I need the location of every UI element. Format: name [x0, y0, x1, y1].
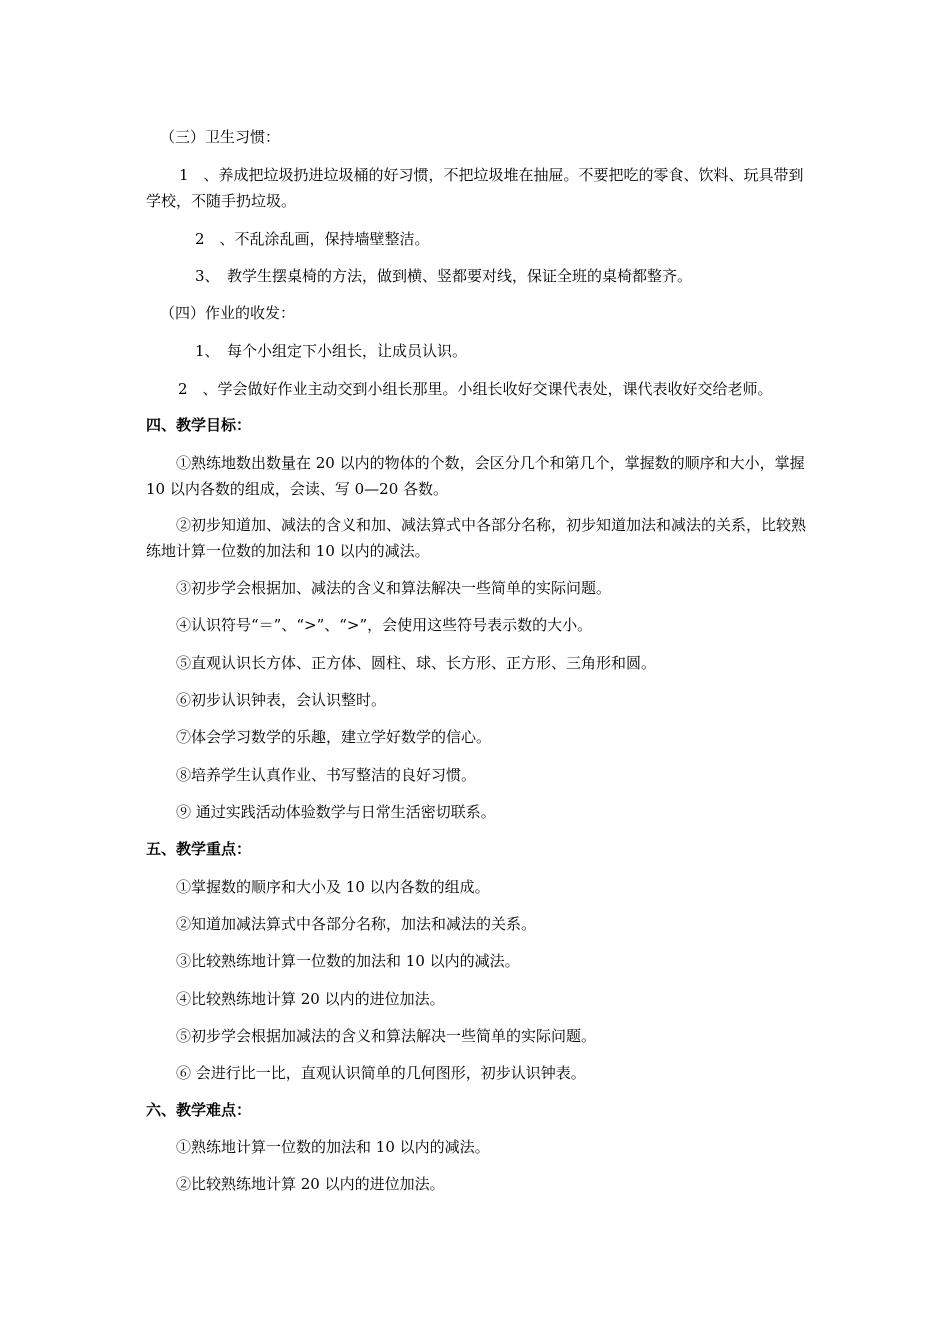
homework-item-2: 2 、学会做好作业主动交到小组长那里。小组长收好交课代表处，课代表收好交给老师。: [178, 380, 773, 398]
key-point-item-4: ④比较熟练地计算 20 以内的进位加法。: [176, 990, 445, 1008]
key-point-item-1: ①掌握数的顺序和大小及 10 以内各数的组成。: [176, 878, 490, 896]
difficulty-item-2: ②比较熟练地计算 20 以内的进位加法。: [176, 1175, 445, 1193]
goal-item-8: ⑧培养学生认真作业、书写整洁的良好习惯。: [176, 766, 477, 784]
goal-item-4: ④认识符号“＝”、“>”、“>”，会使用这些符号表示数的大小。: [176, 616, 593, 634]
goal-item-7: ⑦体会学习数学的乐趣，建立学好数学的信心。: [176, 728, 492, 746]
goal-item-1: ①熟练地数出数量在 20 以内的物体的个数，会区分几个和第几个，掌握数的顺序和大小，掌握 10 以内各数的组成，会读、写 0—20 各数。: [146, 454, 805, 498]
goal-item-3: ③初步学会根据加、减法的含义和算法解决一些简单的实际问题。: [176, 579, 612, 597]
key-point-item-3: ③比较熟练地计算一位数的加法和 10 以内的减法。: [176, 952, 520, 970]
goal-item-9: ⑨ 通过实践活动体验数学与日常生活密切联系。: [176, 803, 496, 821]
hygiene-item-3: 3、 教学生摆桌椅的方法，做到横、竖都要对线，保证全班的桌椅都整齐。: [195, 267, 693, 285]
hygiene-item-1: 1 、养成把垃圾扔进垃圾桶的好习惯，不把垃圾堆在抽屉。不要把吃的零食、饮料、玩具带到学校，不随手扔垃圾。: [146, 166, 804, 210]
section-heading-hygiene: （三）卫生习惯：: [160, 128, 281, 146]
section-heading-difficulties: 六、教学难点：: [146, 1101, 252, 1119]
hygiene-item-2: 2 、不乱涂乱画，保持墙壁整洁。: [195, 230, 430, 248]
section-heading-goals: 四、教学目标：: [146, 416, 252, 434]
key-point-item-5: ⑤初步学会根据加减法的含义和算法解决一些简单的实际问题。: [176, 1027, 597, 1045]
section-heading-key-points: 五、教学重点：: [146, 840, 252, 858]
key-point-item-2: ②知道加减法算式中各部分名称，加法和减法的关系。: [176, 915, 537, 933]
homework-item-1: 1、 每个小组定下小组长，让成员认识。: [195, 342, 468, 360]
goal-item-5: ⑤直观认识长方体、正方体、圆柱、球、长方形、正方形、三角形和圆。: [176, 654, 657, 672]
difficulty-item-1: ①熟练地计算一位数的加法和 10 以内的减法。: [176, 1138, 490, 1156]
goal-item-6: ⑥初步认识钟表，会认识整时。: [176, 691, 387, 709]
section-heading-homework: （四）作业的收发：: [160, 304, 296, 322]
key-point-item-6: ⑥ 会进行比一比，直观认识简单的几何图形，初步认识钟表。: [176, 1064, 586, 1082]
goal-item-2: ②初步知道加、减法的含义和加、减法算式中各部分名称，初步知道加法和减法的关系，比较熟练地计算一位数的加法和 10 以内的减法。: [146, 516, 807, 560]
